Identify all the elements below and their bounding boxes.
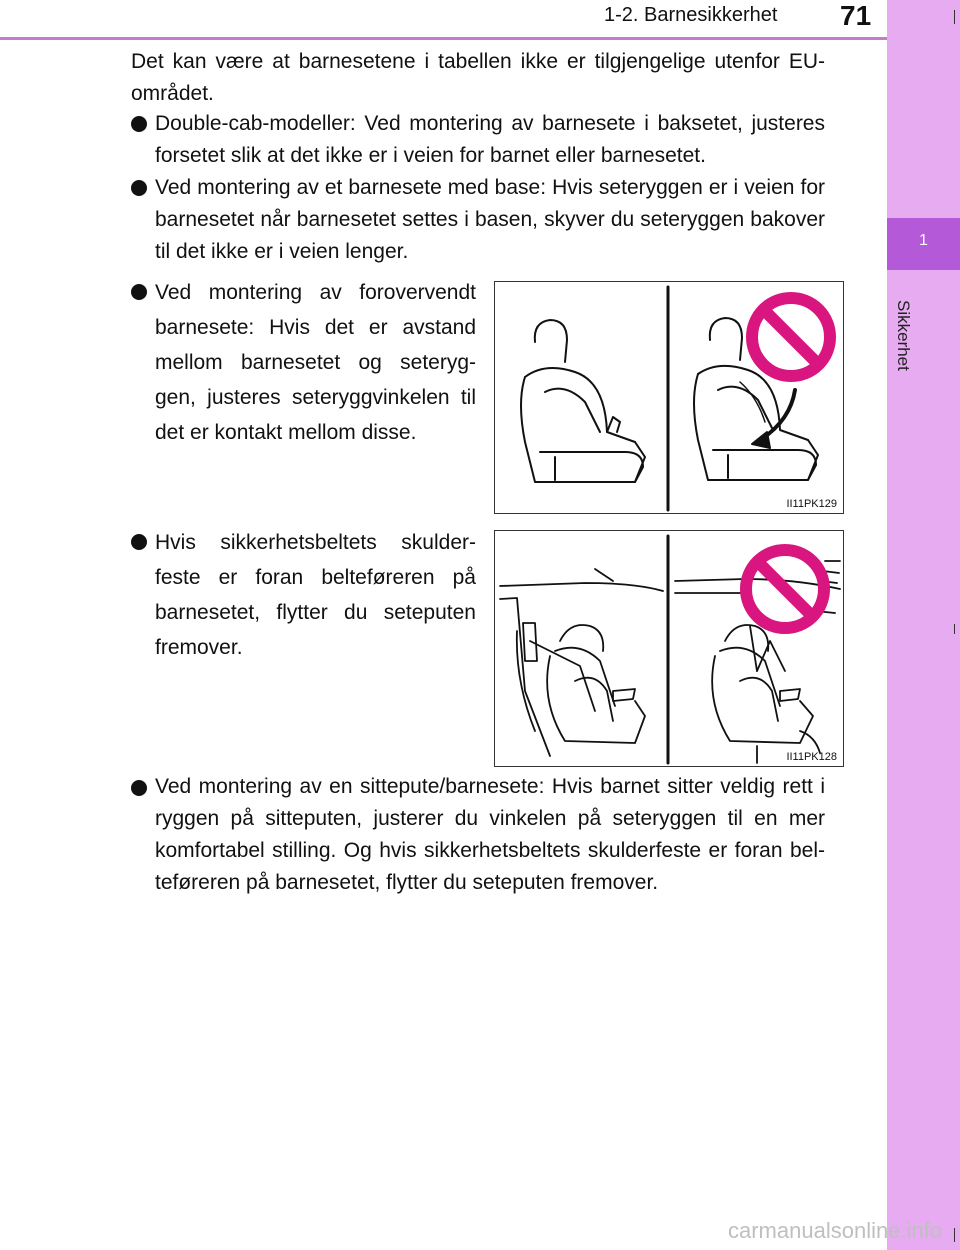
crop-mark xyxy=(954,1228,955,1242)
bullet-text-shoulder-anchor: Hvis sikkerhetsbeltets skulder-feste er foran belteføreren på barnesetet, flytter du seteputen fremover. xyxy=(155,531,476,659)
vehicle-interior-illustration xyxy=(495,531,845,768)
bullet-icon xyxy=(131,780,147,796)
bullet-text-base: Ved montering av et barnesete med base: Hvis seteryggen er i veien for barnesetet når barnesetet settes i basen, skyver du seteryggen bakover til det ikke er i veien lenger. xyxy=(155,176,825,263)
crop-mark xyxy=(954,10,955,24)
bullet-text-forward-facing: Ved montering av forovervendt barnesete: Hvis det er avstand mellom barnesetet og seteryg-gen, justeres seteryggvinkelen til det er kontakt mellom disse. xyxy=(155,281,476,444)
figure-seatback-angle xyxy=(494,281,844,514)
bullet-icon xyxy=(131,534,147,550)
figure-shoulder-belt xyxy=(494,530,844,767)
watermark: carmanualsonline.info xyxy=(728,1218,943,1243)
figure-code: II11PK128 xyxy=(786,751,837,763)
bullet-icon xyxy=(131,116,147,132)
page-number: 71 xyxy=(840,0,872,31)
chapter-tab xyxy=(887,0,960,1250)
bullet-text-booster: Ved montering av en sittepute/barnesete: Hvis barnet sitter veldig rett i ryggen på sitteputen, justerer du vinkelen på seteryggen til en mer komfortabel stilling. Og hvis sikkerhetsbeltets skulderfeste er foran bel-teføreren på barnesetet, flytter du seteputen fremover. xyxy=(155,775,825,894)
chapter-label: Sikkerhet xyxy=(894,300,913,371)
prohibition-icon xyxy=(752,298,830,376)
crop-mark xyxy=(954,624,955,634)
intro-paragraph: Det kan være at barnesetene i tabellen ikke er tilgjengelige utenfor EU-området. xyxy=(131,50,825,105)
seat-illustration xyxy=(495,282,845,515)
bullet-icon xyxy=(131,284,147,300)
chapter-number: 1 xyxy=(919,232,928,249)
header-rule xyxy=(0,37,888,40)
section-title: 1-2. Barnesikkerhet xyxy=(604,4,778,26)
bullet-text-double-cab: Double-cab-modeller: Ved montering av barnesete i baksetet, justeres forsetet slik at det ikke er i veien for barnet eller barnesetet. xyxy=(155,112,825,167)
prohibition-icon xyxy=(746,550,824,628)
bullet-icon xyxy=(131,180,147,196)
figure-code: II11PK129 xyxy=(786,498,837,510)
